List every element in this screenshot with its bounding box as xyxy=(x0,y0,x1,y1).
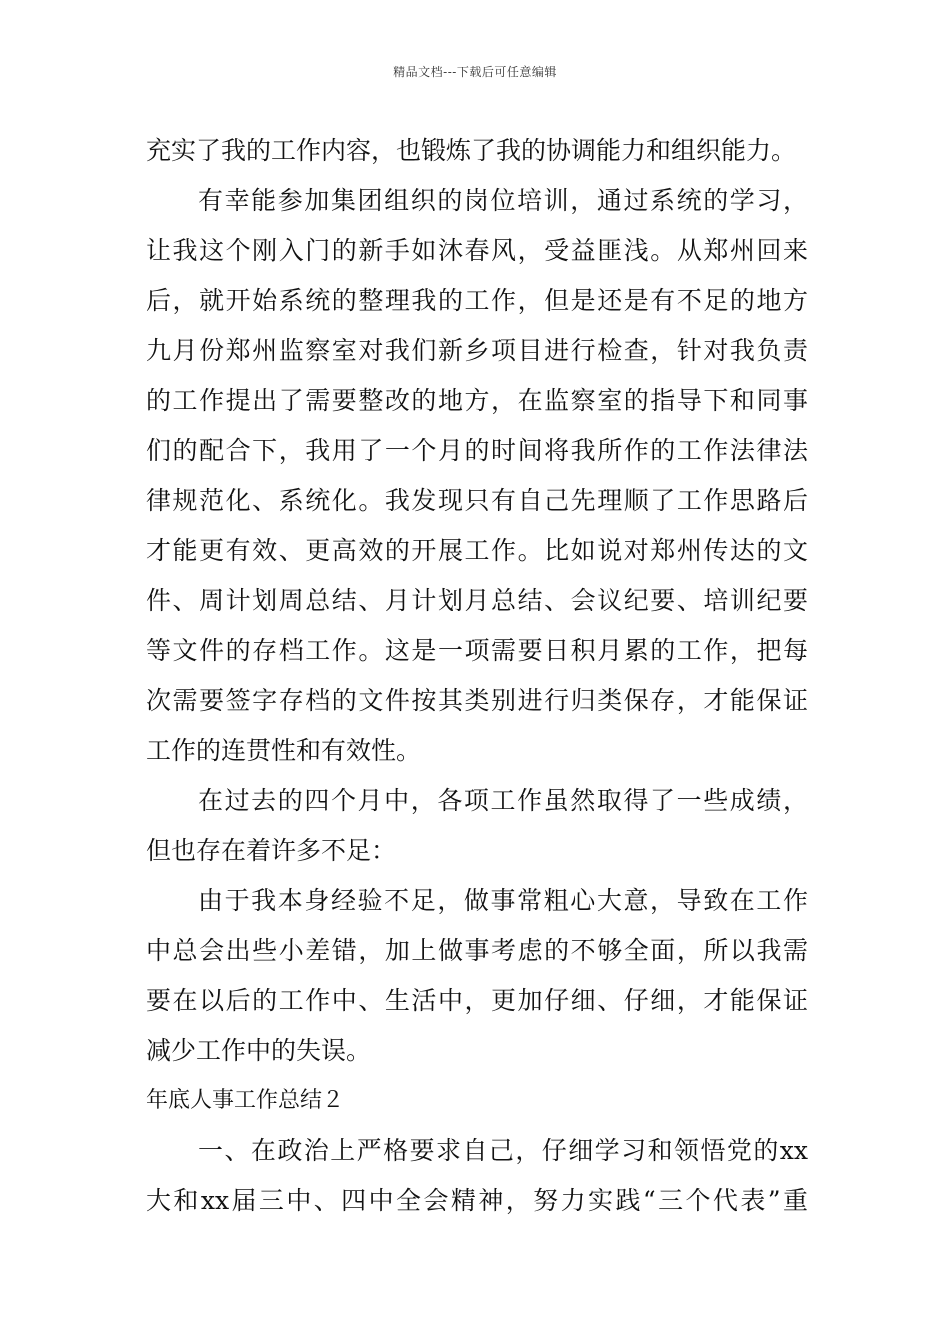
text-line: 在过去的四个月中，各项工作虽然取得了一些成绩， xyxy=(198,786,808,815)
text-line: 一、在政治上严格要求自己，仔细学习和领悟党的xx xyxy=(198,1136,808,1165)
heading-text: 年底人事工作总结２ xyxy=(146,1088,345,1113)
text-line: 九月份郑州监察室对我们新乡项目进行检查，针对我负责 xyxy=(146,336,808,365)
text-line: 次需要签字存档的文件按其类别进行归类保存，才能保证 xyxy=(146,686,808,715)
paragraph xyxy=(146,176,808,776)
text-line: 减少工作中的失误。 xyxy=(146,1036,372,1065)
text-line: 有幸能参加集团组织的岗位培训，通过系统的学习， xyxy=(198,186,808,215)
text-line: 们的配合下，我用了一个月的时间将我所作的工作法律法 xyxy=(146,436,808,465)
text-line: 等文件的存档工作。这是一项需要日积月累的工作，把每 xyxy=(146,636,808,665)
paragraph xyxy=(146,876,808,1076)
text-line: 让我这个刚入门的新手如沐春风，受益匪浅。从郑州回来 xyxy=(146,236,808,265)
page-header: 精品文档---下载后可任意编辑 xyxy=(393,65,557,79)
text-line: 件、周计划周总结、月计划月总结、会议纪要、培训纪要 xyxy=(146,586,808,615)
text-line: 后，就开始系统的整理我的工作，但是还是有不足的地方 xyxy=(146,286,808,315)
text-line: 中总会出些小差错，加上做事考虑的不够全面，所以我需 xyxy=(146,936,808,965)
section-heading xyxy=(146,1076,808,1126)
text-line: 要在以后的工作中、生活中，更加仔细、仔细，才能保证 xyxy=(146,986,808,1015)
paragraph xyxy=(146,126,808,176)
paragraph xyxy=(146,1126,808,1226)
text-line: 由于我本身经验不足，做事常粗心大意，导致在工作 xyxy=(198,886,808,915)
text-line: 的工作提出了需要整改的地方，在监察室的指导下和同事 xyxy=(146,386,808,415)
text-line: 大和xx届三中、四中全会精神，努力实践“三个代表”重 xyxy=(146,1186,808,1215)
paragraph xyxy=(146,776,808,876)
text-line: 充实了我的工作内容，也锻炼了我的协调能力和组织能力。 xyxy=(146,136,797,165)
document-body xyxy=(146,126,808,1226)
text-line: 律规范化、系统化。我发现只有自己先理顺了工作思路后 xyxy=(146,486,808,515)
text-line: 但也存在着许多不足： xyxy=(146,836,397,865)
text-line: 才能更有效、更高效的开展工作。比如说对郑州传达的文 xyxy=(146,536,808,565)
text-line: 工作的连贯性和有效性。 xyxy=(146,736,422,765)
